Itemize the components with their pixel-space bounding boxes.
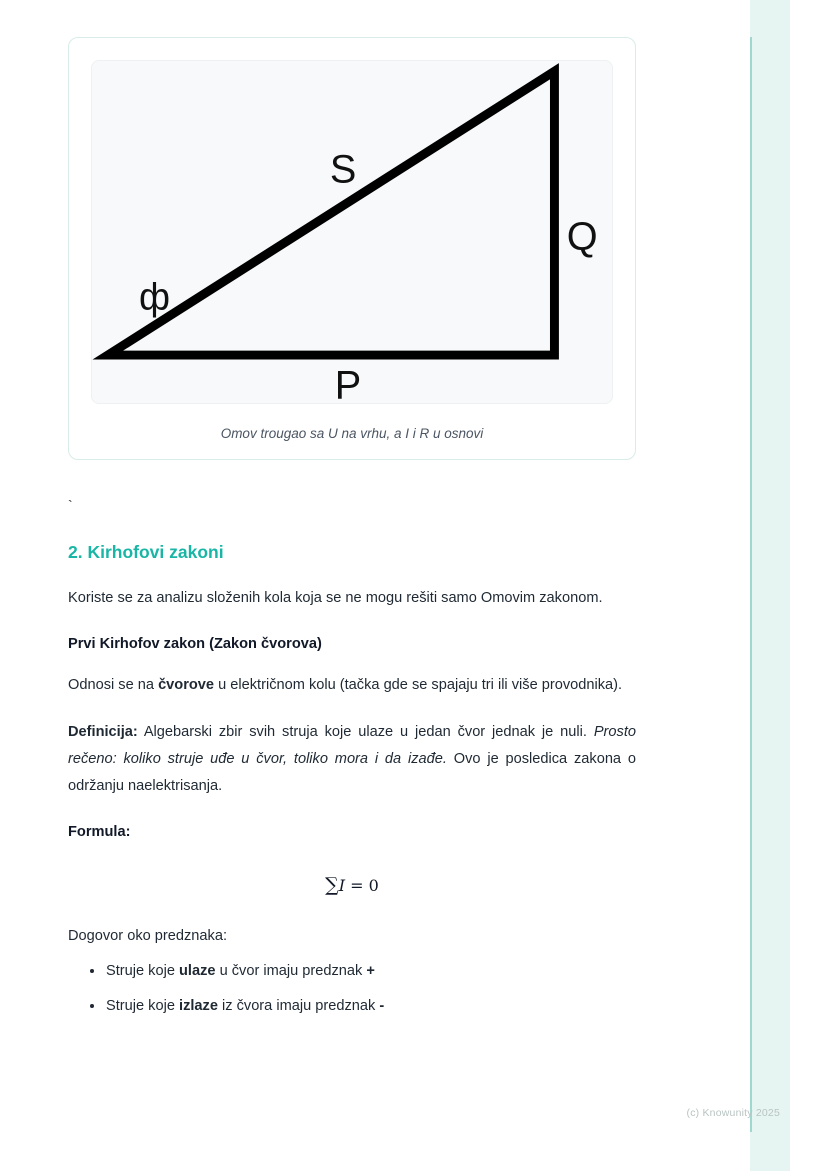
list-item [94, 960, 636, 983]
document-page [68, 0, 636, 1031]
figure-label-vertical: Q [566, 214, 598, 259]
sign-convention-list [68, 960, 636, 1019]
figure-canvas [91, 60, 613, 404]
bullet-bold-term: ulaze [179, 962, 216, 979]
definition-label: Definicija: [68, 723, 138, 740]
figure-card [68, 37, 636, 460]
applies-bold-term: čvorove [158, 676, 215, 693]
formula-label: Formula: [68, 823, 131, 840]
sign-convention-lead: Dogovor oko predznaka: [68, 927, 228, 944]
definition-italic-note: Prosto rečeno: koliko struje uđe u čvor, toliko mora i da izađe. [68, 723, 636, 767]
figure-label-angle: ф [139, 275, 171, 318]
applies-prefix: Odnosi se na [68, 676, 159, 693]
formula-variable: I [338, 875, 346, 895]
bullet-sign: + [366, 962, 375, 979]
formula-sum-symbol: ∑ [325, 873, 339, 896]
formula-remainder: = 0 [350, 875, 379, 895]
figure-label-base: P [334, 363, 362, 403]
watermark: (c) Knowunity 2025 [686, 1107, 780, 1119]
right-band-line [750, 37, 752, 1132]
list-item [94, 995, 636, 1018]
section-title: 2. Kirhofovi zakoni [68, 542, 224, 562]
bullet-middle: iz čvora imaju predznak [217, 998, 380, 1015]
definition-paragraph [68, 719, 636, 800]
first-law-heading: Prvi Kirhofov zakon (Zakon čvorova) [68, 635, 322, 652]
bullet-sign: - [379, 998, 385, 1015]
section-intro-paragraph: Koriste se za analizu složenih kola koja se ne mogu rešiti samo Omovim zakonom. [68, 590, 603, 606]
bullet-bold-term: izlaze [179, 998, 218, 1015]
bullet-middle: u čvor imaju predznak [215, 962, 367, 979]
applies-suffix: u električnom kolu (tačka gde se spajaju tri ili više provodnika). [214, 676, 623, 693]
applies-to-paragraph [68, 672, 636, 699]
bullet-prefix: Struje koje [106, 962, 180, 979]
bullet-prefix: Struje koje [106, 998, 180, 1015]
figure-label-hypotenuse: S [329, 147, 357, 192]
definition-text: Algebarski zbir svih struja koje ulaze u jedan čvor jednak je nuli. [137, 723, 594, 740]
figure-caption: Omov trougao sa U na vrhu, a I i R u osnovi [220, 426, 484, 441]
ohm-triangle-diagram [92, 61, 612, 403]
formula-display [68, 874, 636, 896]
definition-tail: Ovo je posledica zakona o održanju naelektrisanja. [68, 750, 636, 794]
right-decorative-band [750, 0, 790, 1171]
stray-backtick: ` [68, 497, 73, 513]
